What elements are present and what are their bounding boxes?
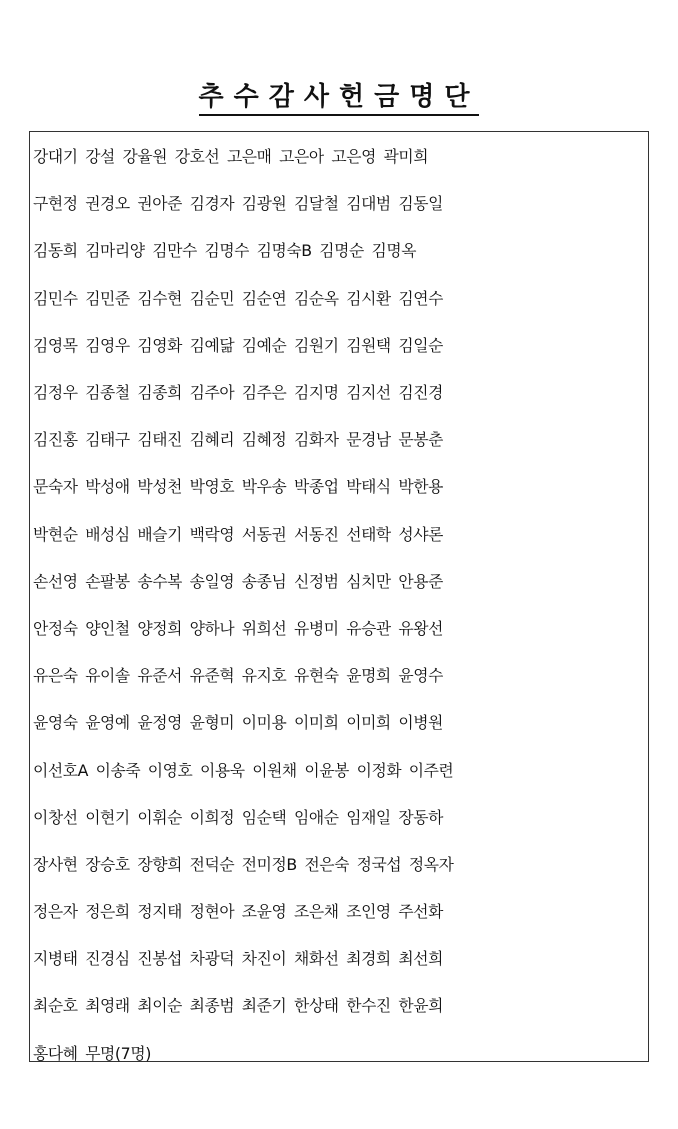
name-row: 문숙자 박성애 박성천 박영호 박우송 박종업 박태식 박한용 xyxy=(33,477,443,497)
name-row: 손선영 손팔봉 송수복 송일영 송종님 신정범 심치만 안용준 xyxy=(33,571,443,591)
title-text: 추수감사헌금명단 xyxy=(199,76,480,116)
name-row: 홍다혜 무명(7명) xyxy=(33,1043,151,1063)
name-row: 이선호A 이송죽 이영호 이용욱 이원채 이윤봉 이정화 이주련 xyxy=(33,760,454,780)
name-row: 김동희 김마리양 김만수 김명수 김명숙B 김명순 김명옥 xyxy=(33,241,417,261)
name-row: 정은자 정은희 정지태 정현아 조윤영 조은채 조인영 주선화 xyxy=(33,902,443,922)
name-row: 이창선 이현기 이휘순 이희정 임순택 임애순 임재일 장동하 xyxy=(33,807,443,827)
page-title xyxy=(0,76,678,116)
name-row: 강대기 강설 강율원 강호선 고은매 고은아 고은영 곽미희 xyxy=(33,147,429,167)
name-list-box xyxy=(29,131,649,1062)
name-row: 김영목 김영우 김영화 김예닮 김예순 김원기 김원택 김일순 xyxy=(33,335,443,355)
name-row: 장사현 장승호 장향희 전덕순 전미정B 전은숙 정국섭 정옥자 xyxy=(33,854,454,874)
name-row: 최순호 최영래 최이순 최종범 최준기 한상태 한수진 한윤희 xyxy=(33,996,443,1016)
name-row: 안정숙 양인철 양정희 양하나 위희선 유병미 유승관 유왕선 xyxy=(33,618,443,638)
name-row: 김진홍 김태구 김태진 김혜리 김혜정 김화자 문경남 문봉춘 xyxy=(33,430,443,450)
name-row: 박현순 배성심 배슬기 백락영 서동권 서동진 선태학 성샤론 xyxy=(33,524,443,544)
name-row: 지병태 진경심 진봉섭 차광덕 차진이 채화선 최경희 최선희 xyxy=(33,949,443,969)
name-row: 김정우 김종철 김종희 김주아 김주은 김지명 김지선 김진경 xyxy=(33,383,443,403)
name-row: 유은숙 유이솔 유준서 유준혁 유지호 유현숙 윤명희 윤영수 xyxy=(33,666,443,686)
name-row: 윤영숙 윤영예 윤정영 윤형미 이미용 이미희 이미희 이병원 xyxy=(33,713,443,733)
name-row: 구현정 권경오 권아준 김경자 김광원 김달철 김대범 김동일 xyxy=(33,194,443,214)
name-row: 김민수 김민준 김수현 김순민 김순연 김순옥 김시환 김연수 xyxy=(33,288,443,308)
